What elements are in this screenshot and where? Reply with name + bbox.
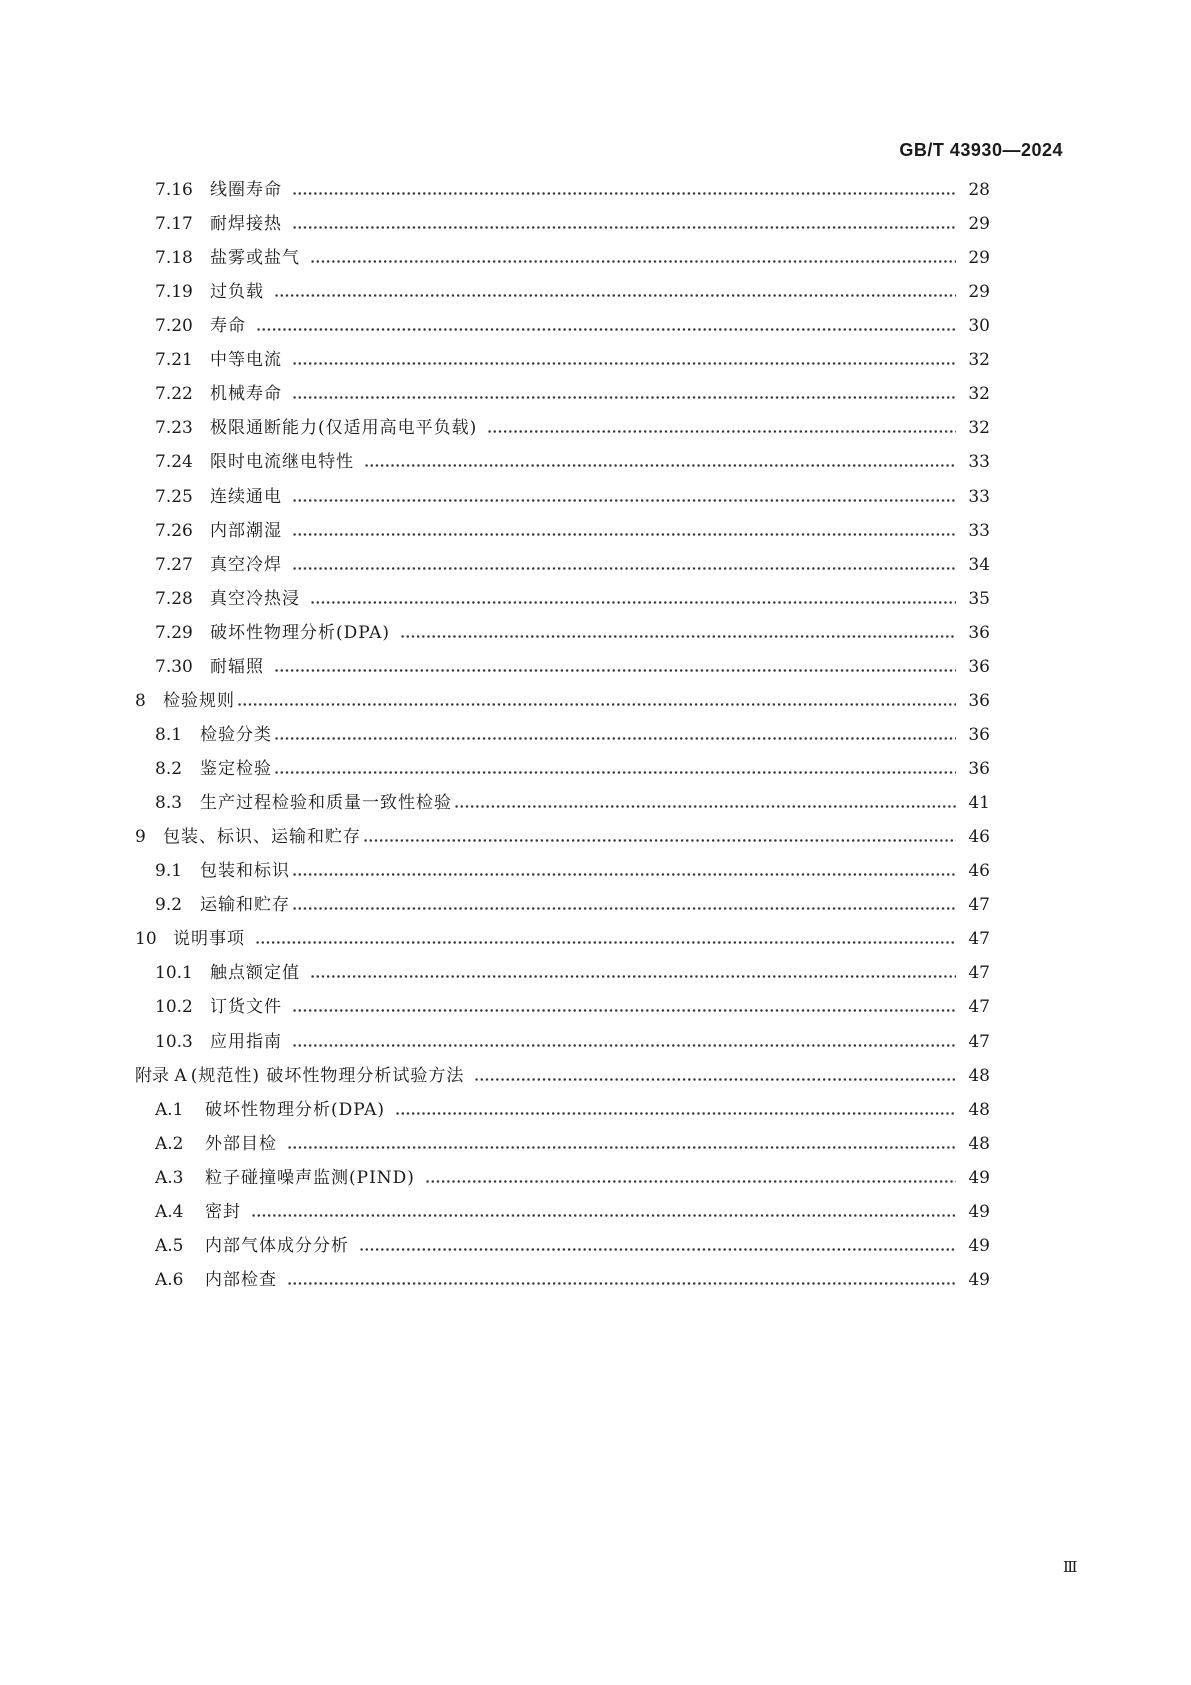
toc-entry-page: 33 xyxy=(968,452,990,472)
toc-entry-page: 36 xyxy=(968,691,990,711)
toc-entry-number: 7.20 xyxy=(155,316,193,336)
toc-dot-leader xyxy=(287,1266,956,1294)
toc-entry-title: 过负载 xyxy=(210,282,264,302)
toc-entry-number: 10.3 xyxy=(155,1032,193,1052)
toc-entry[interactable] xyxy=(155,993,990,1021)
toc-entry-page: 49 xyxy=(968,1236,990,1256)
toc-dot-leader xyxy=(287,1130,956,1158)
toc-entry-title: 限时电流继电特性 xyxy=(210,452,354,472)
toc-entry-title: 机械寿命 xyxy=(210,384,282,404)
toc-dot-leader xyxy=(310,244,956,272)
toc-entry[interactable] xyxy=(155,210,990,238)
toc-entry-number: 7.23 xyxy=(155,418,193,438)
toc-entry-page: 48 xyxy=(968,1066,990,1086)
toc-entry-title: 真空冷热浸 xyxy=(210,589,300,609)
toc-dot-leader xyxy=(487,414,956,442)
toc-entry-page: 28 xyxy=(968,180,990,200)
toc-entry-number: 7.26 xyxy=(155,521,193,541)
toc-entry-number: 10 xyxy=(135,929,157,949)
toc-entry[interactable] xyxy=(155,857,990,885)
toc-entry-title: 盐雾或盐气 xyxy=(210,248,300,268)
toc-entry-page: 48 xyxy=(968,1134,990,1154)
toc-entry-number: 7.22 xyxy=(155,384,193,404)
toc-dot-leader xyxy=(256,312,956,340)
toc-entry[interactable] xyxy=(155,551,990,579)
toc-entry-number: 8.1 xyxy=(155,725,183,745)
toc-entry[interactable] xyxy=(135,687,990,715)
toc-entry-title: 生产过程检验和质量一致性检验 xyxy=(200,793,452,813)
toc-dot-leader xyxy=(425,1164,956,1192)
toc-entry-number: 7.28 xyxy=(155,589,193,609)
toc-entry-page: 48 xyxy=(968,1100,990,1120)
toc-entry-title: 破坏性物理分析(DPA) xyxy=(205,1100,386,1120)
toc-entry-page: 29 xyxy=(968,282,990,302)
toc-entry-page: 36 xyxy=(968,725,990,745)
toc-dot-leader xyxy=(359,1232,956,1260)
toc-entry-number: 10.2 xyxy=(155,997,193,1017)
toc-entry-page: 41 xyxy=(968,793,990,813)
toc-entry-page: 32 xyxy=(968,384,990,404)
toc-dot-leader xyxy=(292,517,956,545)
toc-entry-number: 8 xyxy=(135,691,146,711)
toc-entry-number: 8.3 xyxy=(155,793,183,813)
toc-entry-page: 32 xyxy=(968,418,990,438)
toc-entry-number: 9.1 xyxy=(155,861,183,881)
toc-entry-title: 中等电流 xyxy=(210,350,282,370)
toc-entry-page: 49 xyxy=(968,1168,990,1188)
toc-entry-page: 49 xyxy=(968,1270,990,1290)
toc-dot-leader xyxy=(292,1028,956,1056)
toc-dot-leader xyxy=(292,483,956,511)
toc-dot-leader xyxy=(237,687,956,715)
toc-entry-number: 7.30 xyxy=(155,657,193,677)
toc-entry-number: 7.27 xyxy=(155,555,193,575)
toc-dot-leader xyxy=(310,959,956,987)
toc-dot-leader xyxy=(474,1062,956,1090)
toc-entry[interactable] xyxy=(135,823,990,851)
toc-entry-page: 29 xyxy=(968,214,990,234)
toc-entry-page: 33 xyxy=(968,521,990,541)
toc-dot-leader xyxy=(292,380,956,408)
toc-entry-title: 订货文件 xyxy=(210,997,282,1017)
toc-entry-page: 34 xyxy=(968,555,990,575)
toc-entry-title: 应用指南 xyxy=(210,1032,282,1052)
toc-entry[interactable] xyxy=(155,1096,990,1124)
toc-entry-number: 附录 A xyxy=(135,1066,187,1086)
toc-entry-title: 连续通电 xyxy=(210,487,282,507)
toc-entry[interactable] xyxy=(155,755,990,783)
toc-entry-number: A.6 xyxy=(155,1270,184,1290)
toc-dot-leader xyxy=(274,278,956,306)
toc-entry-title: 触点额定值 xyxy=(210,963,300,983)
toc-entry-title: 鉴定检验 xyxy=(200,759,272,779)
toc-dot-leader xyxy=(363,823,956,851)
toc-entry[interactable] xyxy=(135,925,990,953)
toc-dot-leader xyxy=(274,721,956,749)
toc-entry-title: 极限通断能力(仅适用高电平负载) xyxy=(210,418,478,438)
toc-entry-page: 33 xyxy=(968,487,990,507)
toc-entry-number: 7.16 xyxy=(155,180,193,200)
toc-entry-number: 7.24 xyxy=(155,452,193,472)
toc-entry-title: 检验规则 xyxy=(163,691,235,711)
toc-entry-title: 线圈寿命 xyxy=(210,180,282,200)
toc-entry-title: 粒子碰撞噪声监测(PIND) xyxy=(205,1168,415,1188)
toc-entry-title: 破坏性物理分析(DPA) xyxy=(210,623,391,643)
toc-dot-leader xyxy=(292,176,956,204)
toc-entry[interactable] xyxy=(155,1130,990,1158)
toc-entry-page: 36 xyxy=(968,759,990,779)
toc-entry-page: 46 xyxy=(968,861,990,881)
toc-entry[interactable] xyxy=(155,1028,990,1056)
toc-entry[interactable] xyxy=(155,959,990,987)
toc-dot-leader xyxy=(395,1096,956,1124)
toc-entry[interactable] xyxy=(155,176,990,204)
toc-entry-page: 49 xyxy=(968,1202,990,1222)
toc-dot-leader xyxy=(292,210,956,238)
toc-dot-leader xyxy=(274,755,956,783)
standard-number: GB/T 43930—2024 xyxy=(899,140,1063,160)
toc-entry-title: 耐辐照 xyxy=(210,657,264,677)
toc-entry-page: 47 xyxy=(968,963,990,983)
toc-entry[interactable] xyxy=(155,380,990,408)
toc-dot-leader xyxy=(292,857,956,885)
toc-dot-leader xyxy=(400,619,956,647)
toc-entry-page: 29 xyxy=(968,248,990,268)
toc-dot-leader xyxy=(292,551,956,579)
toc-entry[interactable] xyxy=(155,346,990,374)
toc-entry-page: 47 xyxy=(968,997,990,1017)
toc-entry-number: 9 xyxy=(135,827,146,847)
toc-entry-number: 8.2 xyxy=(155,759,183,779)
toc-entry-title: 密封 xyxy=(205,1202,241,1222)
toc-entry-page: 35 xyxy=(968,589,990,609)
toc-dot-leader xyxy=(310,585,956,613)
toc-entry-page: 36 xyxy=(968,623,990,643)
toc-entry[interactable] xyxy=(155,312,990,340)
toc-entry-number: A.2 xyxy=(155,1134,184,1154)
toc-entry-title: 内部潮湿 xyxy=(210,521,282,541)
toc-entry[interactable] xyxy=(155,1198,990,1226)
toc-entry[interactable] xyxy=(155,448,990,476)
toc-entry-number: 7.17 xyxy=(155,214,193,234)
toc-entry-title: 运输和贮存 xyxy=(200,895,290,915)
toc-entry-number: 9.2 xyxy=(155,895,183,915)
toc-entry[interactable] xyxy=(155,414,990,442)
toc-entry[interactable] xyxy=(155,517,990,545)
toc-entry[interactable] xyxy=(155,721,990,749)
page-number: Ⅲ xyxy=(1063,1560,1077,1576)
toc-entry-title: 包装和标识 xyxy=(200,861,290,881)
toc-entry-title: 内部气体成分分析 xyxy=(205,1236,349,1256)
toc-entry-title: 真空冷焊 xyxy=(210,555,282,575)
toc-entry-title: 检验分类 xyxy=(200,725,272,745)
toc-entry-title: (规范性) 破坏性物理分析试验方法 xyxy=(190,1066,465,1086)
toc-entry-title: 外部目检 xyxy=(205,1134,277,1154)
toc-dot-leader xyxy=(292,346,956,374)
toc-entry-page: 47 xyxy=(968,929,990,949)
toc-entry-page: 36 xyxy=(968,657,990,677)
toc-entry[interactable] xyxy=(155,278,990,306)
toc-entry[interactable] xyxy=(155,619,990,647)
toc-entry-number: 7.29 xyxy=(155,623,193,643)
toc-entry-title: 包装、标识、运输和贮存 xyxy=(163,827,361,847)
toc-entry-page: 30 xyxy=(968,316,990,336)
toc-dot-leader xyxy=(255,925,956,953)
toc-entry[interactable] xyxy=(155,1266,990,1294)
toc-dot-leader xyxy=(292,993,956,1021)
toc-entry[interactable] xyxy=(155,483,990,511)
toc-entry-number: A.5 xyxy=(155,1236,184,1256)
toc-entry[interactable] xyxy=(155,1164,990,1192)
toc-entry-title: 耐焊接热 xyxy=(210,214,282,234)
toc-dot-leader xyxy=(274,653,956,681)
toc-entry-title: 说明事项 xyxy=(173,929,245,949)
toc-entry[interactable] xyxy=(155,585,990,613)
toc-entry-page: 32 xyxy=(968,350,990,370)
toc-entry[interactable] xyxy=(155,891,990,919)
toc-entry[interactable] xyxy=(155,1232,990,1260)
toc-entry-number: A.4 xyxy=(155,1202,184,1222)
toc-dot-leader xyxy=(251,1198,956,1226)
toc-dot-leader xyxy=(364,448,956,476)
toc-entry-number: 10.1 xyxy=(155,963,193,983)
toc-entry-number: 7.25 xyxy=(155,487,193,507)
toc-entry-title: 寿命 xyxy=(210,316,246,336)
toc-dot-leader xyxy=(454,789,956,817)
toc-entry-title: 内部检查 xyxy=(205,1270,277,1290)
toc-entry-number: 7.18 xyxy=(155,248,193,268)
toc-dot-leader xyxy=(292,891,956,919)
toc-entry[interactable] xyxy=(155,653,990,681)
toc-entry[interactable] xyxy=(155,244,990,272)
toc-entry[interactable] xyxy=(155,789,990,817)
toc-entry-number: A.3 xyxy=(155,1168,184,1188)
toc-entry-page: 46 xyxy=(968,827,990,847)
toc-entry-number: 7.21 xyxy=(155,350,193,370)
toc-entry-number: A.1 xyxy=(155,1100,184,1120)
toc-entry-number: 7.19 xyxy=(155,282,193,302)
toc-entry[interactable] xyxy=(135,1062,990,1090)
toc-entry-page: 47 xyxy=(968,895,990,915)
toc-entry-page: 47 xyxy=(968,1032,990,1052)
